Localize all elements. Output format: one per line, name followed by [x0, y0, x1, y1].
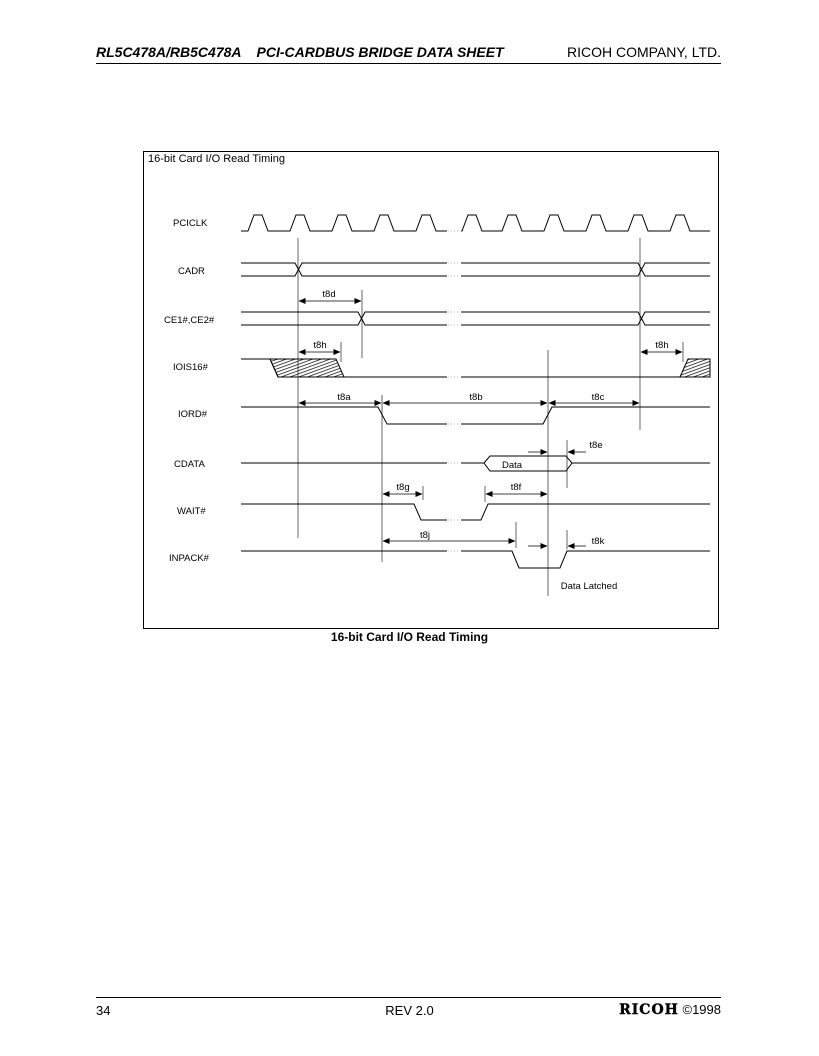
figure-caption: 16-bit Card I/O Read Timing [330, 630, 489, 644]
document-title: RL5C478A/RB5C478A PCI-CARDBUS BRIDGE DATA SHEET [96, 44, 504, 60]
cdata-waveform [241, 456, 710, 471]
label-t8k: t8k [591, 536, 605, 547]
label-t8d: t8d [322, 289, 336, 300]
signal-label-inpack: INPACK# [169, 553, 209, 564]
signal-label-iord: IORD# [178, 409, 208, 420]
page-number: 34 [96, 1003, 111, 1018]
label-t8j: t8j [419, 530, 431, 541]
cdata-data-label: Data [502, 460, 523, 471]
signal-label-cdata: CDATA [174, 459, 205, 470]
label-t8f: t8f [510, 482, 522, 493]
revision-label: REV 2.0 [385, 1003, 434, 1018]
label-t8c: t8c [591, 392, 605, 403]
time-break-marks [448, 231, 460, 551]
iois16-waveform [241, 359, 710, 377]
label-t8g: t8g [396, 482, 410, 493]
label-data-latched: Data Latched [560, 581, 618, 592]
ce-waveform [241, 312, 710, 325]
label-t8h-first: t8h [313, 340, 327, 351]
signal-label-ce: CE1#,CE2# [164, 315, 215, 326]
label-t8a: t8a [337, 392, 351, 403]
footer-divider [96, 997, 721, 998]
copyright-year: ©1998 [682, 1002, 721, 1017]
company-name: RICOH COMPANY, LTD. [566, 44, 721, 60]
signal-label-pciclk: PCICLK [173, 218, 208, 229]
signal-label-cadr: CADR [178, 266, 205, 277]
label-t8h-second: t8h [655, 340, 669, 351]
footer-logo-block [619, 1002, 721, 1018]
label-t8e: t8e [589, 440, 603, 451]
label-t8b: t8b [469, 392, 483, 403]
inpack-waveform [241, 551, 710, 568]
ricoh-logo: RICOH [619, 1002, 679, 1018]
signal-label-wait: WAIT# [177, 506, 206, 517]
reference-lines [298, 238, 683, 596]
signal-label-iois16: IOIS16# [173, 362, 208, 373]
cadr-waveform [241, 263, 710, 276]
wait-waveform [241, 504, 710, 520]
pciclk-waveform [241, 215, 710, 231]
frame-title: 16-bit Card I/O Read Timing [148, 153, 285, 165]
iord-waveform [241, 407, 710, 424]
